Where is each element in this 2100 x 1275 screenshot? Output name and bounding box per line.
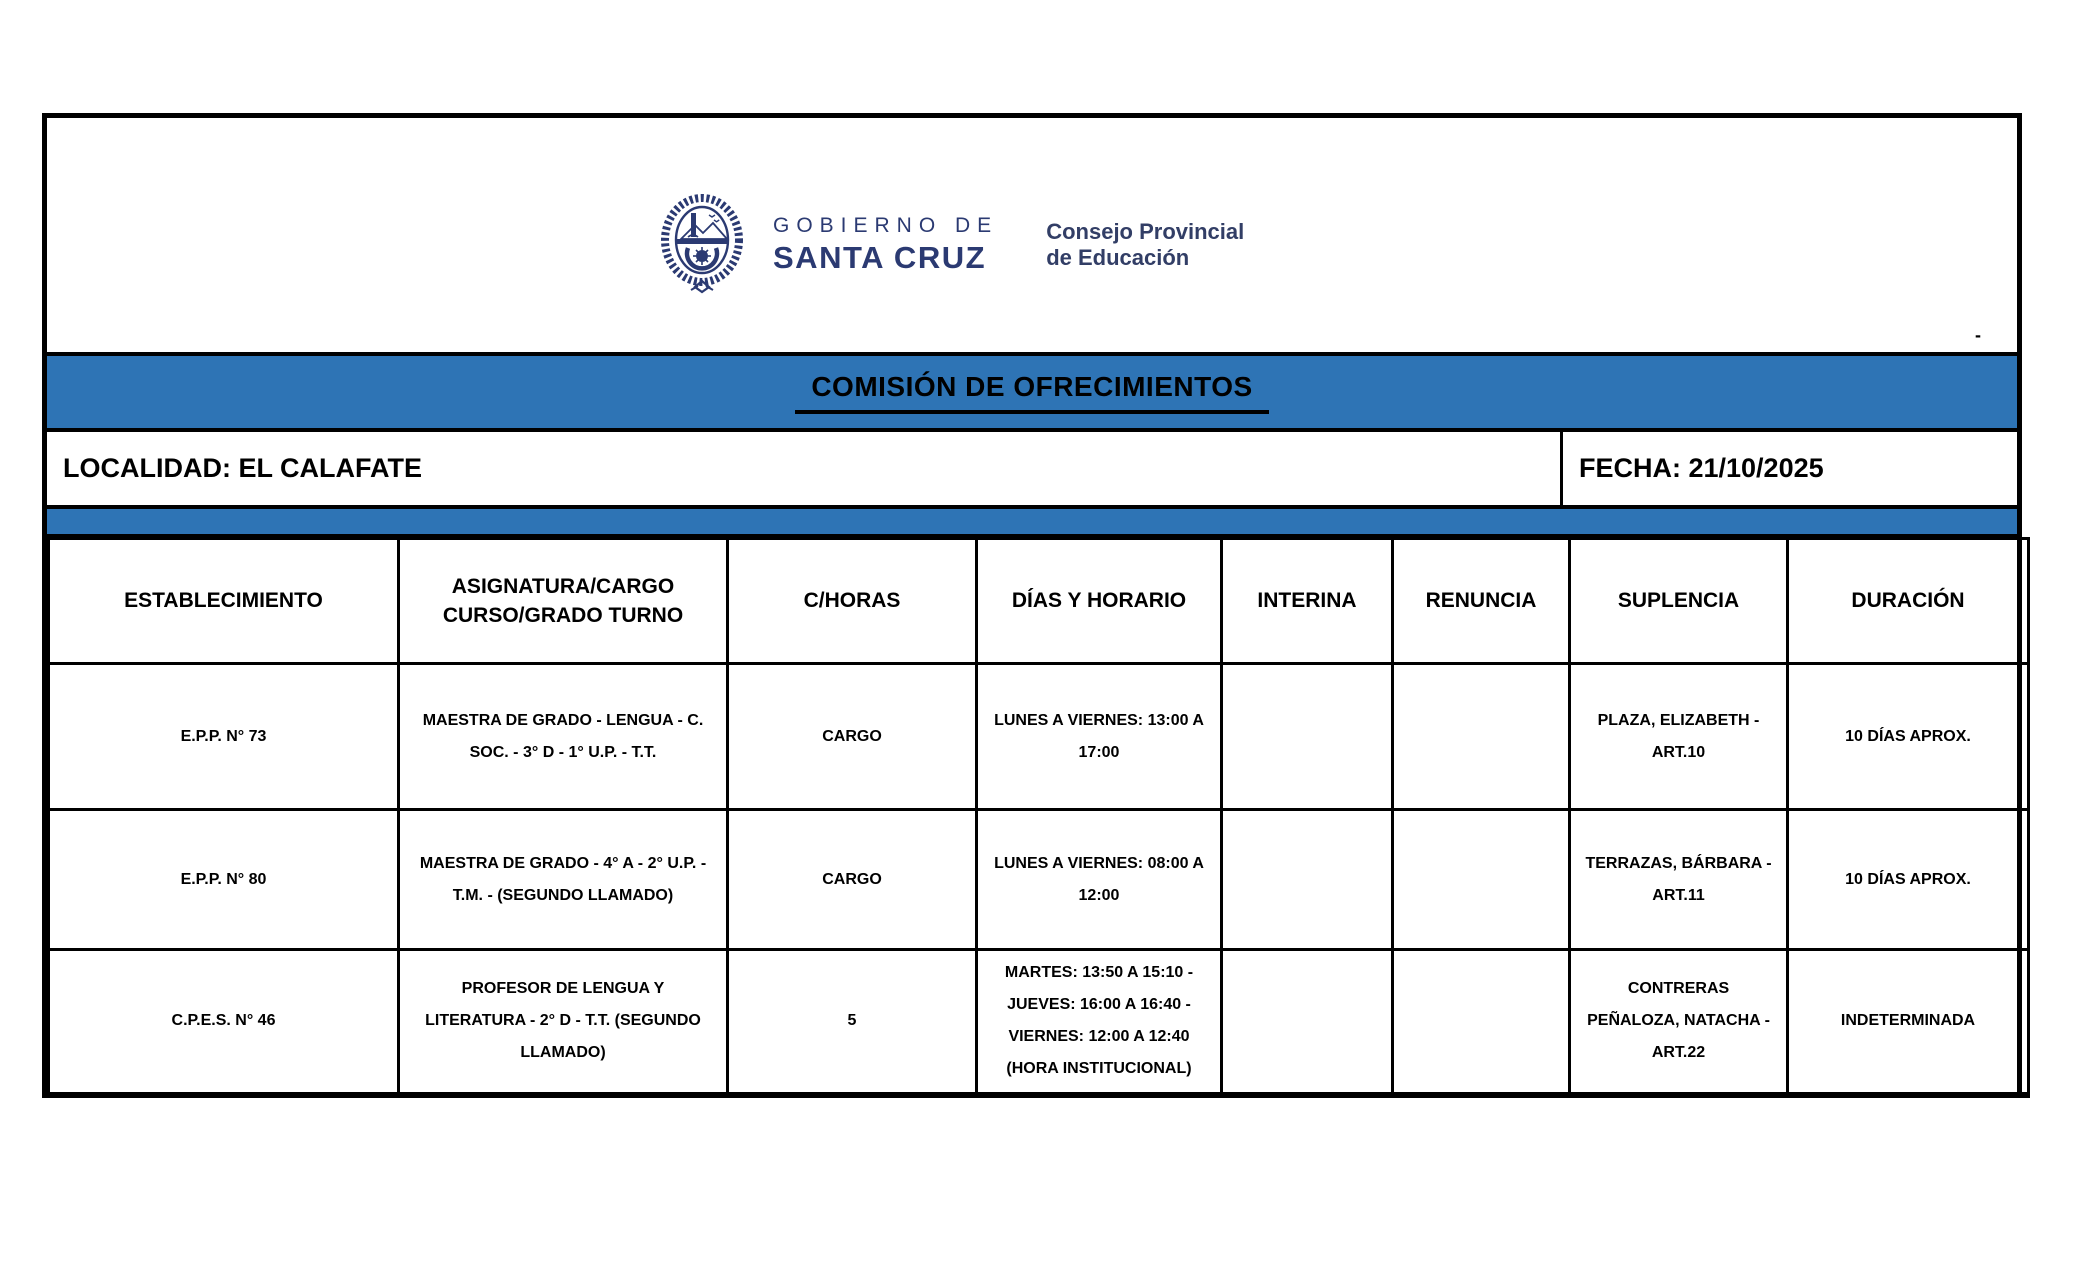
table-header-row bbox=[49, 539, 2029, 664]
government-line1: GOBIERNO DE bbox=[773, 214, 999, 237]
table-row bbox=[49, 664, 2029, 810]
logo-header bbox=[47, 118, 2017, 352]
cell-dias-horario: MARTES: 13:50 A 15:10 - JUEVES: 16:00 A 16:40 - VIERNES: 12:00 A 12:40 (HORA INSTITUCIONAL) bbox=[977, 950, 1222, 1095]
cell-choras: 5 bbox=[728, 950, 977, 1095]
localidad-label: LOCALIDAD: EL CALAFATE bbox=[63, 453, 422, 483]
government-line2: SANTA CRUZ bbox=[773, 240, 987, 275]
page-title: COMISIÓN DE OFRECIMIENTOS bbox=[795, 371, 1268, 414]
col-header-dias-horario: DÍAS Y HORARIO bbox=[977, 539, 1222, 664]
table-row bbox=[49, 950, 2029, 1095]
col-header-establecimiento: ESTABLECIMIENTO bbox=[49, 539, 399, 664]
cell-asignatura: PROFESOR DE LENGUA Y LITERATURA - 2° D - T.T. (SEGUNDO LLAMADO) bbox=[399, 950, 728, 1095]
cell-duracion: INDETERMINADA bbox=[1788, 950, 2029, 1095]
blue-separator-strip bbox=[47, 509, 2017, 537]
cell-establecimiento: C.P.E.S. N° 46 bbox=[49, 950, 399, 1095]
col-header-duracion: DURACIÓN bbox=[1788, 539, 2029, 664]
fecha-label: FECHA: 21/10/2025 bbox=[1560, 432, 2017, 505]
table-row bbox=[49, 810, 2029, 950]
cell-interina bbox=[1222, 950, 1393, 1095]
col-header-choras: C/HORAS bbox=[728, 539, 977, 664]
col-header-asignatura: ASIGNATURA/CARGO CURSO/GRADO TURNO bbox=[399, 539, 728, 664]
col-header-interina: INTERINA bbox=[1222, 539, 1393, 664]
cell-choras: CARGO bbox=[728, 664, 977, 810]
organization-line1: Consejo Provincial bbox=[1046, 218, 1245, 244]
col-header-suplencia: SUPLENCIA bbox=[1570, 539, 1788, 664]
cell-dias-horario: LUNES A VIERNES: 13:00 A 17:00 bbox=[977, 664, 1222, 810]
cell-renuncia bbox=[1393, 810, 1570, 950]
offers-table bbox=[47, 537, 2030, 1098]
cell-asignatura: MAESTRA DE GRADO - 4° A - 2° U.P. - T.M. - (SEGUNDO LLAMADO) bbox=[399, 810, 728, 950]
cell-suplencia: PLAZA, ELIZABETH - ART.10 bbox=[1570, 664, 1788, 810]
government-wordmark bbox=[773, 214, 998, 276]
cell-dias-horario: LUNES A VIERNES: 08:00 A 12:00 bbox=[977, 810, 1222, 950]
organization-line2: de Educación bbox=[1046, 245, 1190, 270]
document bbox=[42, 113, 2022, 1098]
cell-renuncia bbox=[1393, 950, 1570, 1095]
cell-duracion: 10 DÍAS APROX. bbox=[1788, 810, 2029, 950]
cell-choras: CARGO bbox=[728, 810, 977, 950]
santa-cruz-coat-of-arms-icon bbox=[657, 194, 747, 296]
cell-establecimiento: E.P.P. N° 80 bbox=[49, 810, 399, 950]
stray-dash-mark: - bbox=[1975, 325, 1981, 345]
title-banner bbox=[47, 352, 2017, 432]
brand-block bbox=[657, 194, 1244, 296]
col-header-renuncia: RENUNCIA bbox=[1393, 539, 1570, 664]
cell-duracion: 10 DÍAS APROX. bbox=[1788, 664, 2029, 810]
cell-interina bbox=[1222, 810, 1393, 950]
organization-name bbox=[1046, 219, 1244, 272]
info-row bbox=[47, 432, 2017, 509]
cell-suplencia: TERRAZAS, BÁRBARA - ART.11 bbox=[1570, 810, 1788, 950]
cell-suplencia: CONTRERAS PEÑALOZA, NATACHA - ART.22 bbox=[1570, 950, 1788, 1095]
cell-interina bbox=[1222, 664, 1393, 810]
cell-renuncia bbox=[1393, 664, 1570, 810]
cell-asignatura: MAESTRA DE GRADO - LENGUA - C. SOC. - 3° D - 1° U.P. - T.T. bbox=[399, 664, 728, 810]
cell-establecimiento: E.P.P. N° 73 bbox=[49, 664, 399, 810]
